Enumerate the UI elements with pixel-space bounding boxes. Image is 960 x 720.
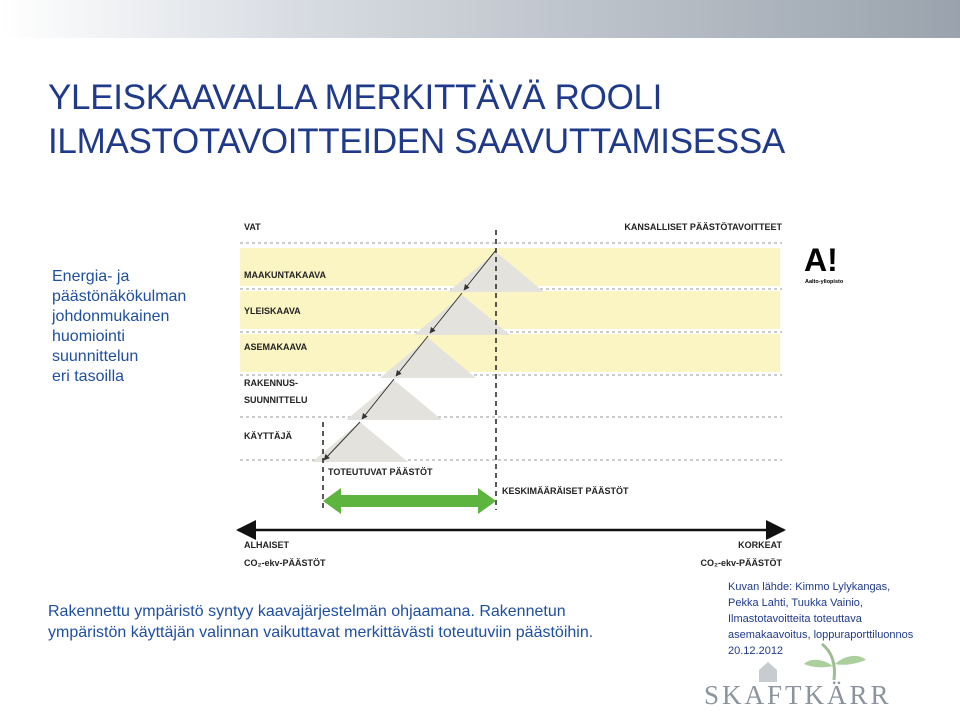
label-kayttaja: KÄYTTÄJÄ <box>244 431 293 441</box>
source-line: Kuvan lähde: Kimmo Lylykangas, <box>728 581 891 593</box>
aalto-logo <box>803 241 853 287</box>
label-high: KORKEAT <box>738 540 782 550</box>
label-axis-unit-left: CO₂-ekv-PÄÄSTÖT <box>244 558 326 568</box>
caption <box>48 601 728 643</box>
title-line-2: ILMASTOTAVOITTEIDEN SAAVUTTAMISESSA <box>48 122 785 161</box>
side-text-line: eri tasoilla <box>52 368 125 385</box>
label-axis-unit-right: CO₂-ekv-PÄÄSTÖT <box>700 558 782 568</box>
source-line: asemakaavoitus, loppuraporttiluonnos <box>728 629 914 641</box>
house-icon <box>759 662 777 682</box>
caption-line-2: ympäristön käyttäjän valinnan vaikuttavat merkittävästi toteutuviin päästöihin. <box>48 624 594 641</box>
band-asemakaava <box>240 334 780 372</box>
source-line: Ilmastotavoitteita toteuttava <box>728 613 862 625</box>
caption-line-1: Rakennettu ympäristö syntyy kaavajärjestelmän ohjaamana. Rakennetun <box>48 603 566 620</box>
side-text <box>52 267 227 387</box>
label-realized-emissions: TOTEUTUVAT PÄÄSTÖT <box>328 467 433 477</box>
leaf-icon <box>835 656 866 665</box>
label-asemakaava: ASEMAKAAVA <box>244 342 308 352</box>
side-text-line: huomiointi <box>52 328 125 345</box>
side-text-line: johdonmukainen <box>52 308 170 325</box>
label-vat: VAT <box>244 222 261 232</box>
brand-name: SKAFTKÄRR <box>704 680 892 710</box>
label-national-targets: KANSALLISET PÄÄSTÖTAVOITTEET <box>624 222 782 232</box>
side-text-line: päästönäkökulman <box>52 288 187 305</box>
source-line: 20.12.2012 <box>728 645 784 657</box>
band-yleiskaava <box>240 291 780 329</box>
slide-title <box>48 76 928 164</box>
top-bar <box>0 0 960 38</box>
label-low: ALHAISET <box>244 540 289 550</box>
label-rakennus: RAKENNUS- <box>244 378 298 388</box>
aalto-logo-text: Aalto-yliopisto <box>805 279 844 285</box>
side-text-line: Energia- ja <box>52 268 130 285</box>
emissions-diagram <box>232 190 792 590</box>
side-text-line: suunnittelun <box>52 348 139 365</box>
title-line-1: YLEISKAAVALLA MERKITTÄVÄ ROOLI <box>48 78 663 117</box>
source-line: Pekka Lahti, Tuukka Vainio, <box>728 597 863 609</box>
label-suunnittelu: SUUNNITTELU <box>244 395 308 405</box>
aalto-logo-mark: A! <box>804 242 838 278</box>
leaf-icon <box>804 660 833 668</box>
label-average-emissions: KESKIMÄÄRÄISET PÄÄSTÖT <box>502 486 629 496</box>
label-maakuntakaava: MAAKUNTAKAAVA <box>244 270 326 280</box>
label-yleiskaava: YLEISKAAVA <box>244 306 301 316</box>
